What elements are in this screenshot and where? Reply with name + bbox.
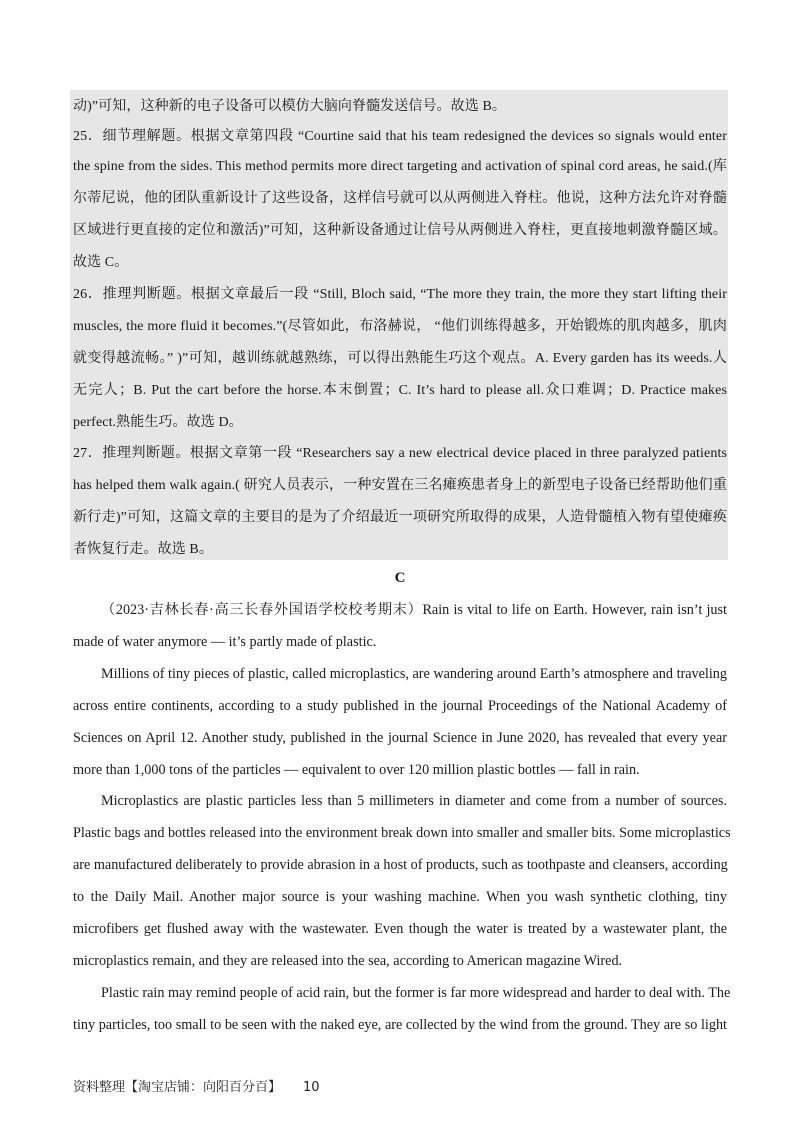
answer-line: 新行走)”可知，这篇文章的主要目的是为了介绍最近一项研究所取得的成果，人造骨髓植入物有望使瘫痪 <box>73 510 727 525</box>
page-number: 10 <box>303 1080 320 1095</box>
passage-line: to the Daily Mail. Another major source is your washing machine. When you wash synthetic clothing, tiny <box>73 889 727 905</box>
answer-line: 尔蒂尼说，他的团队重新设计了这些设备，这样信号就可以从两侧进入脊柱。他说，这种方法允许对脊髓 <box>73 191 727 206</box>
answer-line: 无完人；B. Put the cart before the horse.本末倒置；C. It’s hard to please all.众口难调；D. Practice makes <box>73 383 727 398</box>
passage-line: microfibers get flushed away with the wastewater. Even though the water is treated by a wastewater plant, the <box>73 921 727 937</box>
answer-line: the spine from the sides. This method permits more direct targeting and activation of spinal cord areas, he said.(库 <box>73 159 727 174</box>
answer-line: 动)”可知，这种新的电子设备可以模仿大脑向脊髓发送信号。故选 B。 <box>73 99 507 114</box>
footer-source: 资料整理【淘宝店铺：向阳百分百】 <box>73 1080 282 1095</box>
passage-line: Plastic rain may remind people of acid rain, but the former is far more widespread and harder to deal with. The <box>101 985 731 1001</box>
passage-line: across entire continents, according to a study published in the journal Proceedings of the National Academy of <box>73 698 727 714</box>
passage-line: made of water anymore — it’s partly made of plastic. <box>73 634 377 650</box>
answer-line: 26．推理判断题。根据文章最后一段 “Still, Bloch said, “The more they train, the more they start lifting their <box>73 287 727 302</box>
answer-line: 就变得越流畅。” )”可知，越训练就越熟练，可以得出熟能生巧这个观点。A. Every garden has its weeds.人 <box>73 351 727 366</box>
answer-line: 故选 C。 <box>73 255 129 270</box>
passage-line: Microplastics are plastic particles less than 5 millimeters in diameter and come from a number of sources. <box>101 793 727 809</box>
passage-line: Sciences on April 12. Another study, published in the journal Science in June 2020, has revealed that every year <box>73 730 727 746</box>
passage-line: more than 1,000 tons of the particles — equivalent to over 120 million plastic bottles — fall in rain. <box>73 762 640 778</box>
answer-line: 区域进行更直接的定位和激活)”可知，这种新设备通过让信号从两侧进入脊柱，更直接地刺激脊髓区域。 <box>73 223 727 238</box>
passage-line: microplastics remain, and they are released into the sea, according to American magazine Wired. <box>73 953 623 969</box>
answer-line: perfect.熟能生巧。故选 D。 <box>73 415 243 430</box>
passage-line: tiny particles, too small to be seen with the naked eye, are collected by the wind from the ground. They are so light <box>73 1017 727 1033</box>
passage-line: Plastic bags and bottles released into the environment break down into smaller and smaller bits. Some microplastics <box>73 825 731 841</box>
answer-line: muscles, the more fluid it becomes.”(尽管如此，布洛赫说， “他们训练得越多，开始锻炼的肌肉越多，肌肉 <box>73 319 727 334</box>
passage-line: （2023·吉林长春·高三长春外国语学校校考期末）Rain is vital to life on Earth. However, rain isn’t just <box>101 602 727 618</box>
answer-line: has helped them walk again.( 研究人员表示，一种安置在三名瘫痪患者身上的新型电子设备已经帮助他们重 <box>73 478 727 493</box>
passage-line: Millions of tiny pieces of plastic, called microplastics, are wandering around Earth’s atmosphere and traveling <box>101 666 727 682</box>
section-heading: C <box>394 570 406 586</box>
answer-line: 27．推理判断题。根据文章第一段 “Researchers say a new electrical device placed in three paralyzed patients <box>73 446 727 461</box>
answer-line: 25．细节理解题。根据文章第四段 “Courtine said that his team redesigned the devices so signals would enter <box>73 129 727 144</box>
answer-line: 者恢复行走。故选 B。 <box>73 542 213 557</box>
passage-line: are manufactured deliberately to provide abrasion in a host of products, such as toothpaste and cleansers, according <box>73 857 728 873</box>
